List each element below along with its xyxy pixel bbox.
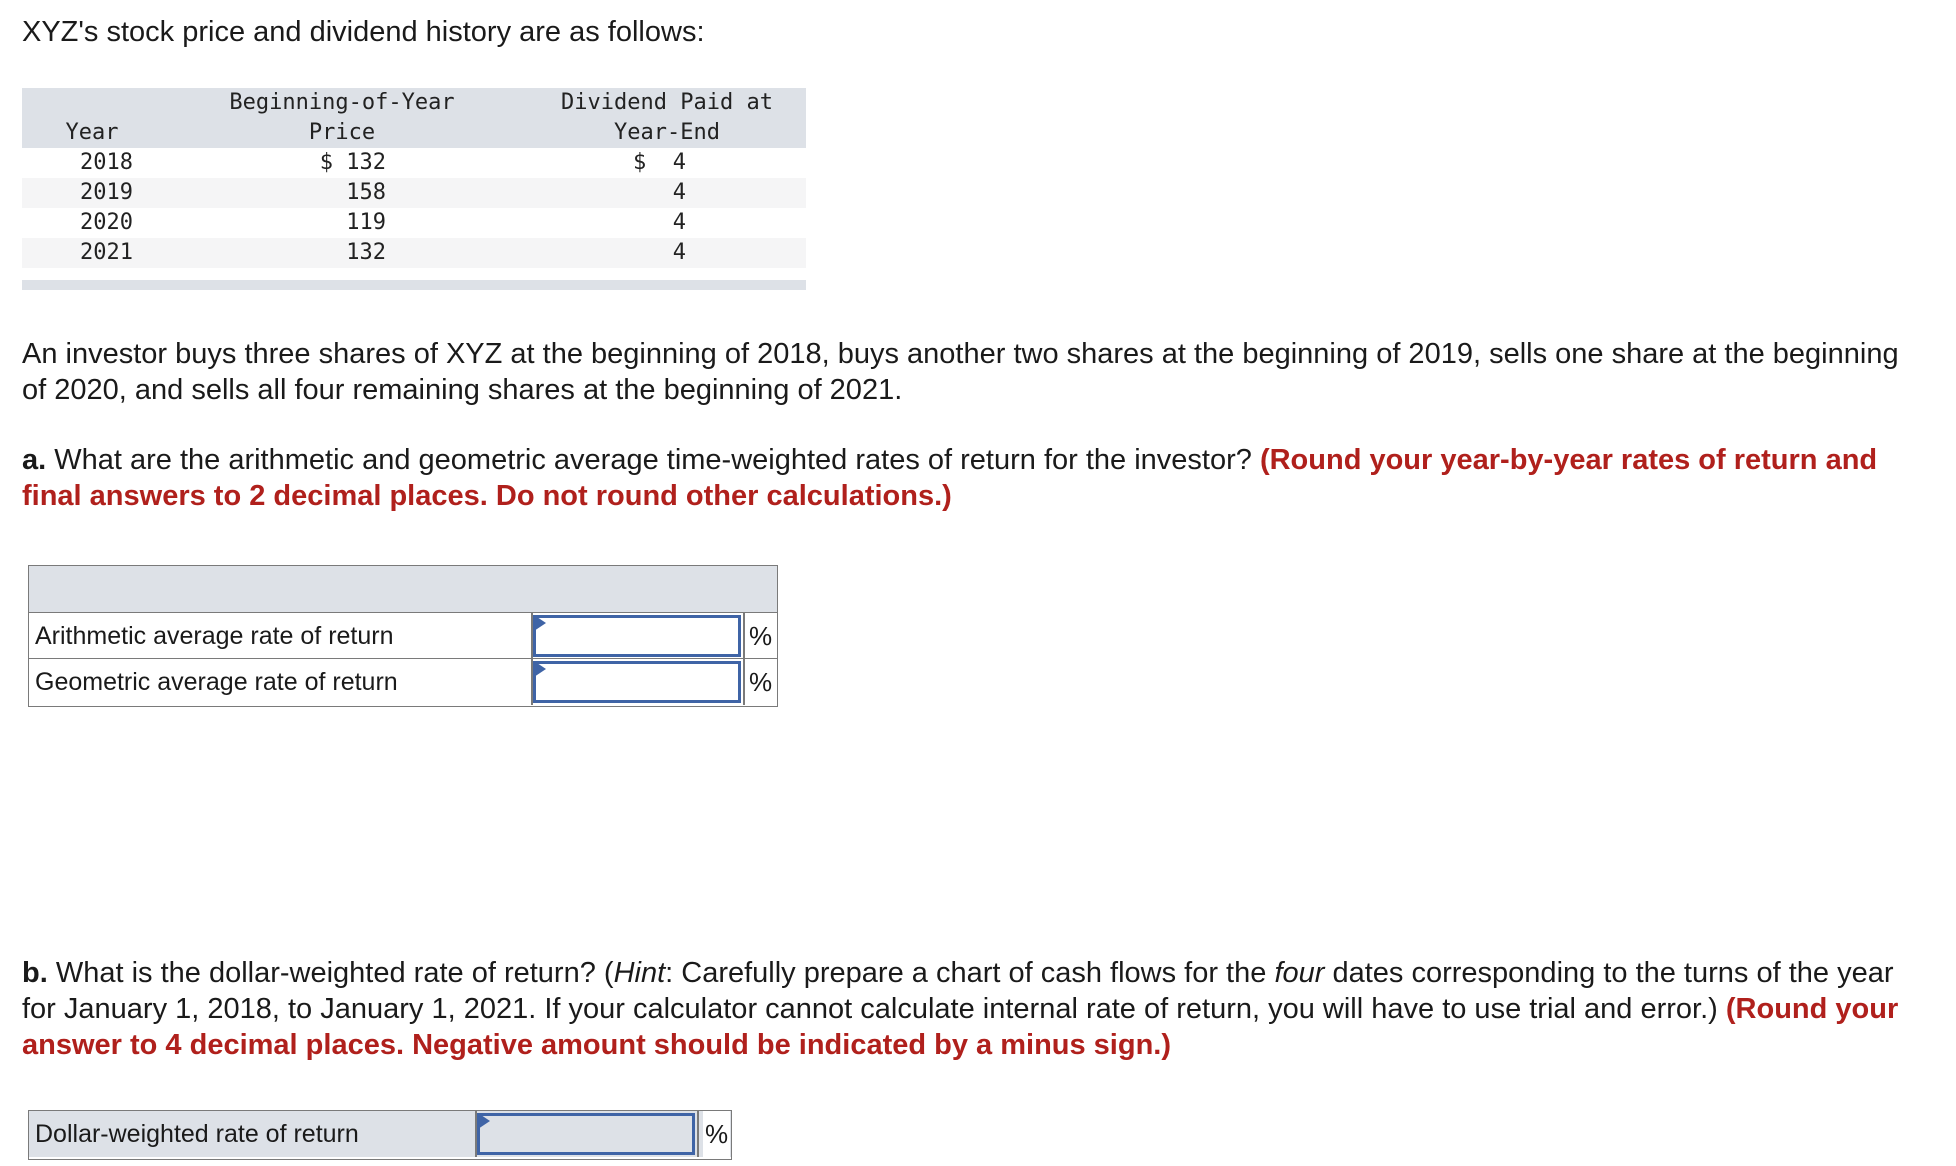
part-b-question-text-2: : Carefully prepare a chart of cash flows for the (665, 957, 1275, 989)
geometric-average-input[interactable] (533, 661, 741, 703)
header-year: Year (65, 120, 119, 145)
table-row (22, 178, 806, 208)
part-a-question (22, 442, 1902, 514)
price-cell: $ 132 (319, 150, 386, 175)
part-b-question (22, 955, 1932, 1063)
arithmetic-label: Arithmetic average rate of return (35, 622, 394, 650)
part-b-instruction: (Round your answer to 4 decimal places. Negative amount should be indicated by a minus sign.) (22, 993, 1899, 1061)
dividend-cell: 4 (672, 180, 686, 205)
part-b-label: b. (22, 957, 48, 989)
column-divider (743, 613, 745, 658)
part-b-answer-table (28, 1110, 732, 1160)
part-b-question-text-3: dates corresponding to the turns of the year for January 1, 2018, to January 1, 2021. If your calculator cannot calculate internal rate of return, you will have to use trial and error.) (22, 957, 1894, 1025)
answer-table-header (29, 566, 777, 613)
dollar-weighted-row (29, 1111, 731, 1157)
percent-unit: % (703, 1111, 730, 1157)
dividend-cell: 4 (672, 210, 686, 235)
column-divider (743, 659, 745, 705)
dollar-weighted-label: Dollar-weighted rate of return (35, 1120, 359, 1148)
table-row (22, 148, 806, 178)
header-dividend-line2: Year-End (614, 120, 720, 145)
table-row (22, 238, 806, 268)
input-flag-icon (534, 661, 546, 677)
year-cell: 2018 (80, 150, 133, 175)
input-flag-icon (478, 1113, 490, 1129)
arithmetic-average-input[interactable] (533, 615, 741, 657)
table-row (22, 208, 806, 238)
table-footer-bar (22, 280, 806, 290)
header-dividend-line1: Dividend Paid at (561, 90, 773, 115)
geometric-row (29, 659, 777, 705)
hint-word: Hint (613, 957, 666, 989)
arithmetic-row (29, 613, 777, 659)
part-a-label: a. (22, 444, 47, 476)
dividend-cell: 4 (672, 240, 686, 265)
column-divider (697, 1111, 699, 1157)
part-a-instruction: (Round your year-by-year rates of return and final answers to 2 decimal places. Do not round other calculations.) (22, 444, 1878, 512)
scenario-text: An investor buys three shares of XYZ at the beginning of 2018, buys another two shares at the beginning of 2019, sells one share at the beginning of 2020, and sells all four remaining shares at the beginning of 2021. (22, 338, 1899, 406)
part-b-question-text-1: What is the dollar-weighted rate of return? ( (47, 957, 614, 989)
dividend-cell: $ 4 (633, 150, 686, 175)
input-flag-icon (534, 615, 546, 631)
price-cell: 132 (346, 240, 386, 265)
part-a-answer-table (28, 565, 778, 707)
header-price-line1: Beginning-of-Year (229, 90, 455, 115)
stock-history-table (22, 88, 806, 268)
four-word: four (1274, 957, 1325, 989)
intro-text: XYZ's stock price and dividend history are as follows: (22, 16, 705, 48)
year-cell: 2019 (80, 180, 133, 205)
year-cell: 2020 (80, 210, 133, 235)
price-cell: 158 (346, 180, 386, 205)
part-a-question-text: What are the arithmetic and geometric average time-weighted rates of return for the investor? (46, 444, 1260, 476)
percent-unit: % (749, 667, 773, 697)
header-price-line2: Price (308, 120, 376, 145)
year-cell: 2021 (80, 240, 133, 265)
table-header (22, 88, 806, 148)
percent-unit: % (749, 621, 773, 651)
price-cell: 119 (346, 210, 386, 235)
dollar-weighted-input[interactable] (477, 1113, 695, 1155)
geometric-label: Geometric average rate of return (35, 668, 398, 696)
